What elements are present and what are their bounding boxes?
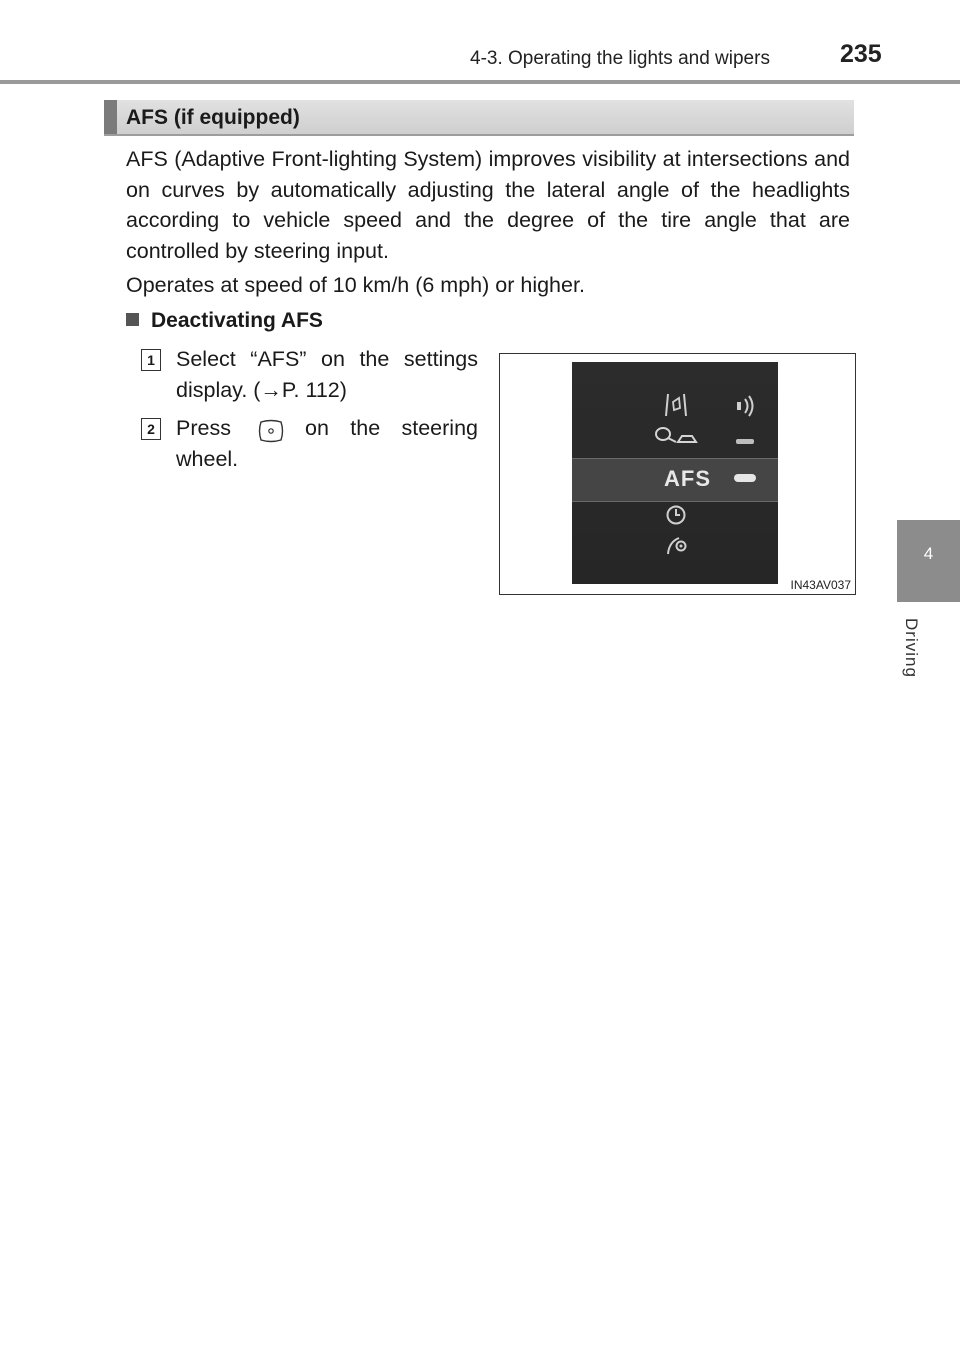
settings-display-figure xyxy=(499,353,856,595)
step-2-badge: 2 xyxy=(141,418,161,440)
steering-wheel-button-icon xyxy=(257,419,285,443)
section-heading-bar xyxy=(104,100,854,136)
intro-paragraph: AFS (Adaptive Front-lighting System) improves visibility at intersections and on curves by automatically adjusting the lateral angle of the headlights according to vehicle speed and the degree of the tire angle that are controlled by steering input. xyxy=(126,147,850,264)
settings-display-screen xyxy=(572,362,778,584)
step-1-line1: Select “AFS” on the settings xyxy=(176,347,478,371)
running-header-section: 4-3. Operating the lights and wipers xyxy=(470,48,770,69)
step-2-press: Press xyxy=(176,416,231,440)
step-1-badge: 1 xyxy=(141,349,161,371)
square-bullet-icon xyxy=(126,313,139,326)
step-2-line2: wheel. xyxy=(176,447,239,471)
headlight-icon xyxy=(654,426,704,448)
chapter-number: 4 xyxy=(923,544,934,563)
afs-menu-label: AFS xyxy=(664,466,711,491)
sound-icon xyxy=(735,394,757,418)
clock-icon xyxy=(665,504,687,526)
figure-code: IN43AV037 xyxy=(790,578,851,592)
chapter-title: Driving xyxy=(902,618,921,678)
subheading-text: Deactivating AFS xyxy=(151,309,323,332)
lane-assist-icon xyxy=(664,392,688,418)
settings-icon xyxy=(665,534,689,556)
page-number: 235 xyxy=(840,40,882,68)
afs-toggle-indicator xyxy=(734,474,756,482)
section-bar-accent xyxy=(104,100,117,134)
chapter-tab[interactable] xyxy=(897,520,960,602)
subheading-deactivating xyxy=(126,309,323,333)
step-2-after: on the steering xyxy=(305,416,478,440)
section-title: AFS (if equipped) xyxy=(126,106,300,129)
toggle-indicator xyxy=(736,439,754,444)
speed-note: Operates at speed of 10 km/h (6 mph) or higher. xyxy=(126,273,585,297)
step-1-line2: display. (→P. 112) xyxy=(176,378,347,402)
header-rule xyxy=(0,80,960,84)
